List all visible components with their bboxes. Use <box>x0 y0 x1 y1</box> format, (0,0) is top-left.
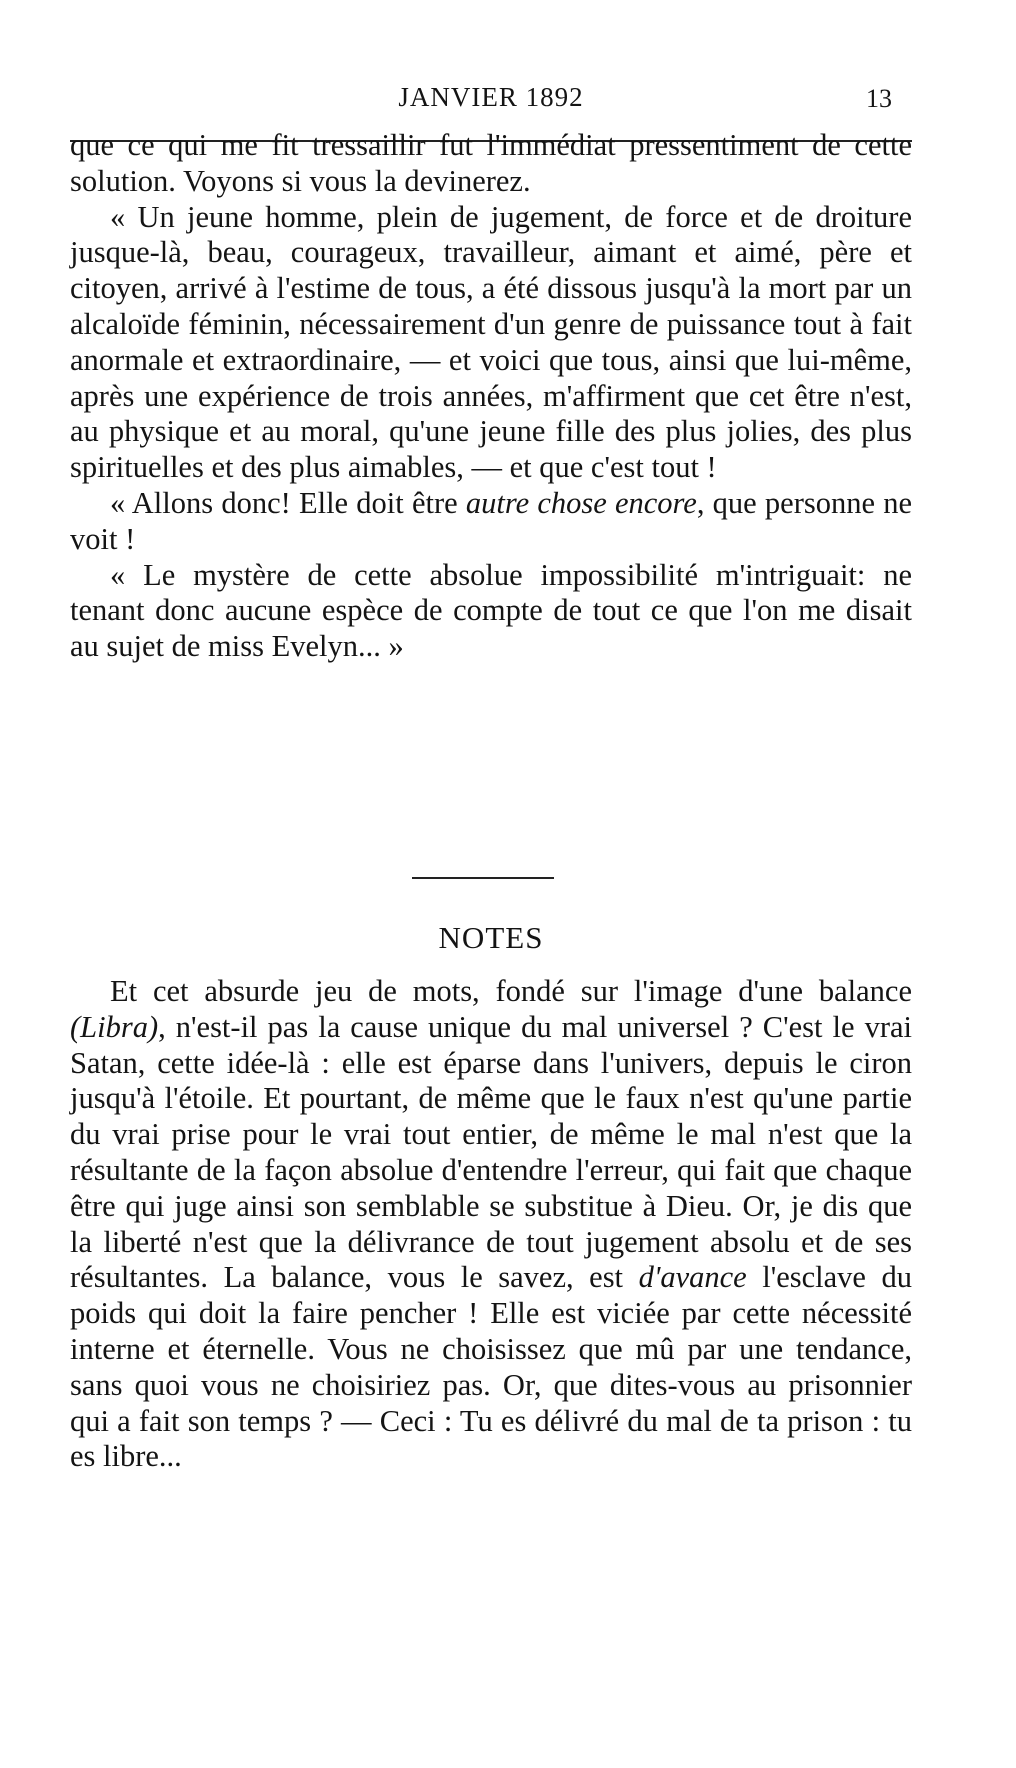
italic-text: autre chose encore <box>465 485 697 520</box>
body-paragraph <box>70 486 912 558</box>
page-number: 13 <box>866 84 892 113</box>
text-run: Et cet absurde jeu de mots, fondé sur l'image d'une balance <box>110 974 912 1008</box>
section-divider <box>412 877 554 879</box>
notes-heading: NOTES <box>438 920 544 955</box>
text-run: que ce qui me fit tressaillir fut l'immédiat pressentiment de cette solution. Voyons si vous la devinerez. <box>70 128 912 198</box>
body-paragraph <box>70 200 912 486</box>
body-text <box>70 128 912 665</box>
text-run: , n'est-il pas la cause unique du mal universel ? C'est le vrai Satan, cette idée-là : elle est éparse dans l'univers, depuis le ciron jusqu'à l'étoile. Et pourtant, de même que le faux n'est qu'une partie du vrai prise pour le vrai tout entier, de même le mal n'est que la résultante de la façon absolue d'entendre l'erreur, qui fait que chaque être qui juge ainsi son semblable se substitue à Dieu. Or, je dis que la liberté n'est que la délivrance de tout jugement absolu et de ses résultantes. La balance, vous le savez, est <box>70 1009 912 1295</box>
text-run: « Le mystère de cette absolue impossibilité m'intriguait: ne tenant donc aucune espèce de compte de tout ce que l'on me disait au sujet de miss Evelyn... » <box>70 557 912 664</box>
page-header <box>70 82 912 122</box>
italic-text: d'avance <box>638 1260 747 1295</box>
text-run: « Allons donc! Elle doit être <box>110 485 466 520</box>
book-page <box>70 82 912 1474</box>
text-run: « Un jeune homme, plein de jugement, de force et de droiture jusque-là, beau, courageux, travailleur, aimant et aimé, père et citoyen, arrivé à l'estime de tous, a été dissous jusqu'à la mort par un alcaloïde féminin, nécessairement d'un genre de puissance tout à fait anormale et extraordinaire, — et voici que tous, ainsi que lui-même, après une expérience de trois années, m'affirment que cet être n'est, au physique et au moral, qu'une jeune fille des plus jolies, des plus spirituelles et des plus aimables, — et que c'est tout ! <box>70 199 912 485</box>
running-title: JANVIER 1892 <box>398 82 584 112</box>
body-paragraph <box>70 128 912 200</box>
notes-paragraph <box>70 974 912 1475</box>
text-run: , que personne ne voit ! <box>70 485 912 556</box>
italic-text: (Libra) <box>70 1009 159 1044</box>
body-paragraph <box>70 558 912 665</box>
text-run: l'esclave du poids qui doit la faire pencher ! Elle est viciée par cette nécessité interne et éternelle. Vous ne choisissez que mû par une tendance, sans quoi vous ne choisiriez pas. Or, que dites-vous au prisonnier qui a fait son temps ? — Ceci : Tu es délivré du mal de ta prison : tu es libre... <box>70 1260 912 1474</box>
notes-text <box>70 974 912 1475</box>
